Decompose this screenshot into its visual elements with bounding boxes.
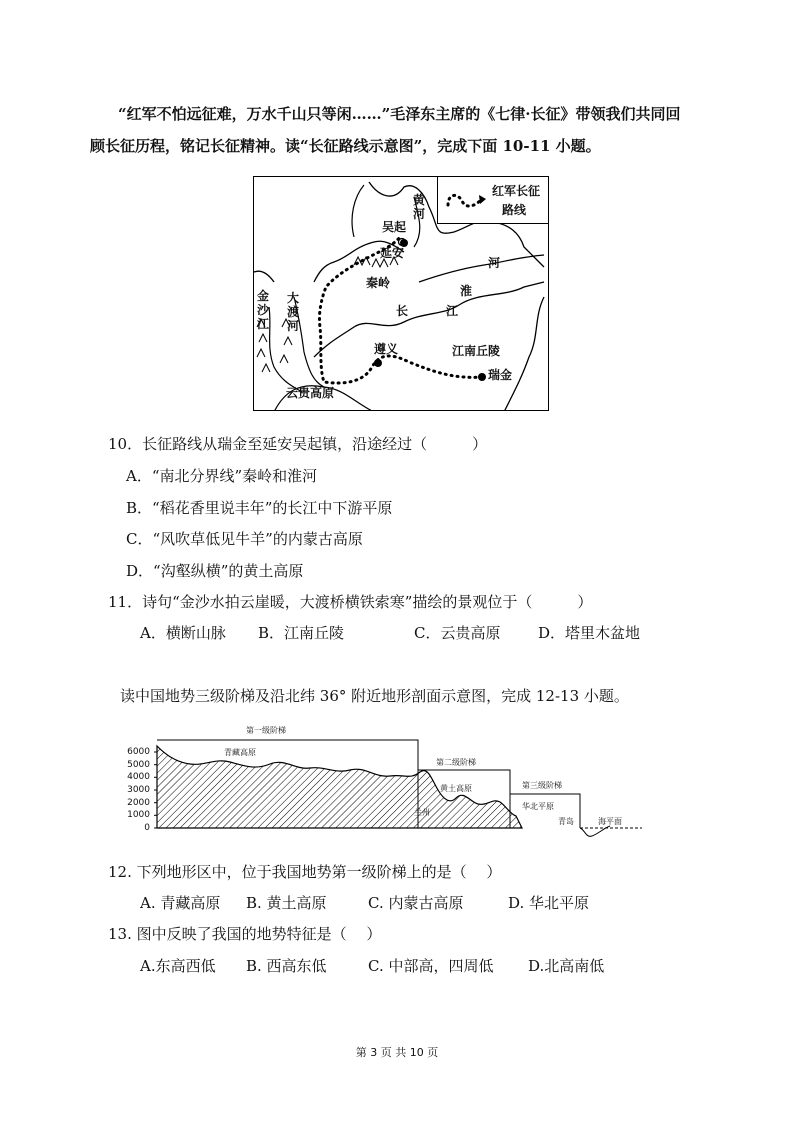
label-daduhe: 大渡河 (286, 291, 299, 333)
map-legend (437, 176, 549, 224)
q11-stem: 11．诗句“金沙水拍云崖暖，大渡桥横铁索寒”描绘的景观位于（ ） (108, 593, 593, 611)
label-huabei: 华北平原 (522, 802, 554, 811)
label-he: 河 (488, 256, 501, 270)
label-qingzang: 青藏高原 (224, 748, 256, 757)
q12-option-d: D. 华北平原 (508, 894, 590, 912)
q13-option-d: D.北高南低 (528, 957, 605, 975)
q13-option-b: B. 西高东低 (246, 957, 327, 975)
q10-stem: 10．长征路线从瑞金至延安吴起镇，沿途经过（ ） (108, 435, 488, 453)
y-tick-4000: 4000 (127, 772, 150, 782)
y-tick-6000: 6000 (127, 747, 150, 757)
q11-option-b: B．江南丘陵 (258, 624, 345, 642)
label-jiangnan: 江南丘陵 (452, 344, 501, 358)
q11-option-d: D．塔里木盆地 (538, 624, 641, 642)
label-jinshajiang: 金沙江 (256, 289, 269, 331)
q10-option-b: B．“稻花香里说丰年”的长江中下游平原 (126, 499, 393, 517)
q10-option-c: C．“风吹草低见牛羊”的内蒙古高原 (126, 530, 363, 548)
label-wuqi: 吴起 (382, 220, 407, 234)
q10-option-a: A．“南北分界线”秦岭和淮河 (126, 467, 318, 485)
label-step1: 第一级阶梯 (246, 726, 286, 735)
label-chang: 长 (396, 304, 409, 318)
y-tick-5000: 5000 (127, 760, 150, 770)
legend-line-1: 红军长征 (492, 184, 541, 198)
y-tick-1000: 1000 (127, 810, 150, 820)
page-footer: 第 3 页 共 10 页 (355, 1046, 439, 1059)
legend-line-2: 路线 (502, 203, 527, 217)
q10-option-d: D．“沟壑纵横”的黄土高原 (126, 562, 304, 580)
q13-option-c: C. 中部高，四周低 (368, 957, 494, 975)
legend-route-symbol (444, 185, 490, 215)
label-huanghe: 黄河 (412, 193, 425, 221)
label-sea: 海平面 (598, 817, 622, 826)
label-yanan: 延安 (380, 246, 405, 260)
q12-option-a: A. 青藏高原 (140, 894, 221, 912)
long-march-map (253, 176, 549, 411)
q13-stem: 13. 图中反映了我国的地势特征是（ ） (108, 925, 382, 943)
y-tick-2000: 2000 (127, 798, 150, 808)
y-tick-0: 0 (144, 823, 150, 833)
label-huangtu: 黄土高原 (440, 784, 472, 793)
q12-stem: 12. 下列地形区中，位于我国地势第一级阶梯上的是（ ） (108, 863, 502, 881)
label-step3: 第三级阶梯 (522, 781, 562, 790)
q12-option-b: B. 黄土高原 (246, 894, 327, 912)
intro-line-1: “红军不怕远征难，万水千山只等闲……”毛泽东主席的《七律·长征》带领我们共同回 (118, 105, 681, 123)
label-qinling: 秦岭 (366, 276, 391, 290)
intro-line-2: 顾长征历程，铭记长征精神。读“长征路线示意图”，完成下面 10-11 小题。 (90, 137, 601, 155)
label-ruijin: 瑞金 (488, 368, 513, 382)
label-qingdao: 青岛 (558, 817, 574, 826)
intro-2: 读中国地势三级阶梯及沿北纬 36° 附近地形剖面示意图，完成 12-13 小题。 (120, 687, 629, 705)
terrain-profile (120, 718, 650, 840)
q11-option-c: C．云贵高原 (414, 624, 501, 642)
q12-option-c: C. 内蒙古高原 (368, 894, 464, 912)
label-lanzhou: 兰州 (414, 808, 430, 817)
y-tick-3000: 3000 (127, 785, 150, 795)
q11-option-a: A．横断山脉 (140, 624, 226, 642)
label-step2: 第二级阶梯 (436, 758, 476, 767)
label-huai: 淮 (460, 284, 473, 298)
label-zunyi: 遵义 (374, 342, 399, 356)
label-jiang: 江 (446, 304, 459, 318)
label-yungui: 云贵高原 (286, 386, 335, 400)
q13-option-a: A.东高西低 (140, 957, 216, 975)
